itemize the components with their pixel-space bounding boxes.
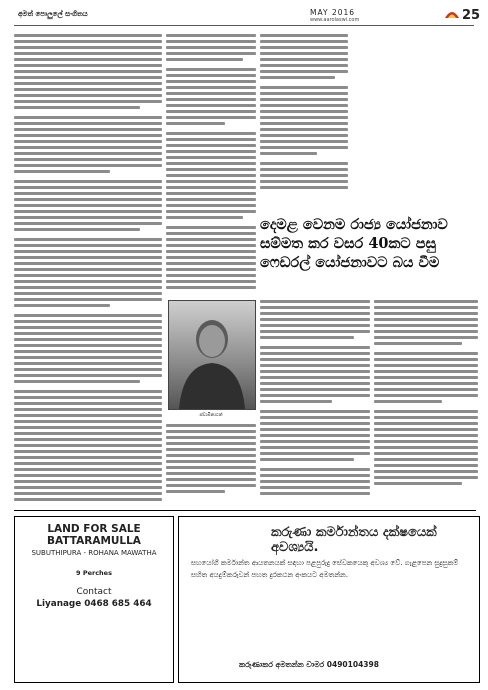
website-url: www.aarolaswi.com (310, 17, 360, 23)
ad-section-rule (14, 510, 476, 511)
ad-contact-label: Contact (76, 587, 112, 597)
job-advertisement (178, 516, 480, 683)
section-title: අමත් පොලුලේ සංගිතය (18, 10, 88, 18)
article-column-4 (166, 424, 256, 504)
article-column-6 (374, 300, 478, 504)
ad-contact-phone: Liyanage 0468 685 464 (36, 599, 152, 609)
article-column-2 (166, 34, 256, 296)
job-ad-phone: කරුණාකර අමතන්න චාමර 0490104398 (239, 660, 379, 669)
portrait-image-icon (169, 301, 255, 409)
ad-location: BATTARAMULLA (47, 535, 141, 547)
header-rule (14, 25, 474, 26)
article-column-5 (260, 300, 370, 504)
job-ad-title: කරුණා කර්මාන්තය දක්ෂයෙක් අවශ්‍යයි. (271, 525, 437, 555)
ad-land-size: 9 Perches (76, 569, 112, 577)
article-column-3 (260, 34, 348, 206)
article-photo (168, 300, 256, 410)
article-headline: දෙමළ වෙනම රාජ්‍ය යෝජනාව සම්මත කර වසර 40කට පසු ෆෙඩරල් යෝජනාවට බය වීම (260, 216, 448, 271)
job-ad-body: සහයෝගී කර්මාන්ත ආයතනයක් සඳහා පළපුරුදු සේවකයෙකු අවශ්‍ය වේ. ගැළපෙන සුදුසුකම් සහිත අයදුම්කරුවන් පහත දුරකථන අංකයට අමතන්න. (191, 559, 459, 579)
issue-date: MAY 2016 (310, 8, 356, 17)
ad-sublocation: SUBUTHIPURA - ROHANA MAWATHA (31, 549, 157, 557)
article-column-1 (14, 34, 162, 502)
ad-title: LAND FOR SALE (47, 523, 141, 535)
page-header (14, 8, 480, 24)
land-sale-advertisement (14, 516, 174, 683)
publication-logo-icon (444, 6, 460, 20)
page-number: 25 (462, 8, 481, 23)
photo-caption: ස්වාමිනාථන් (199, 413, 223, 418)
